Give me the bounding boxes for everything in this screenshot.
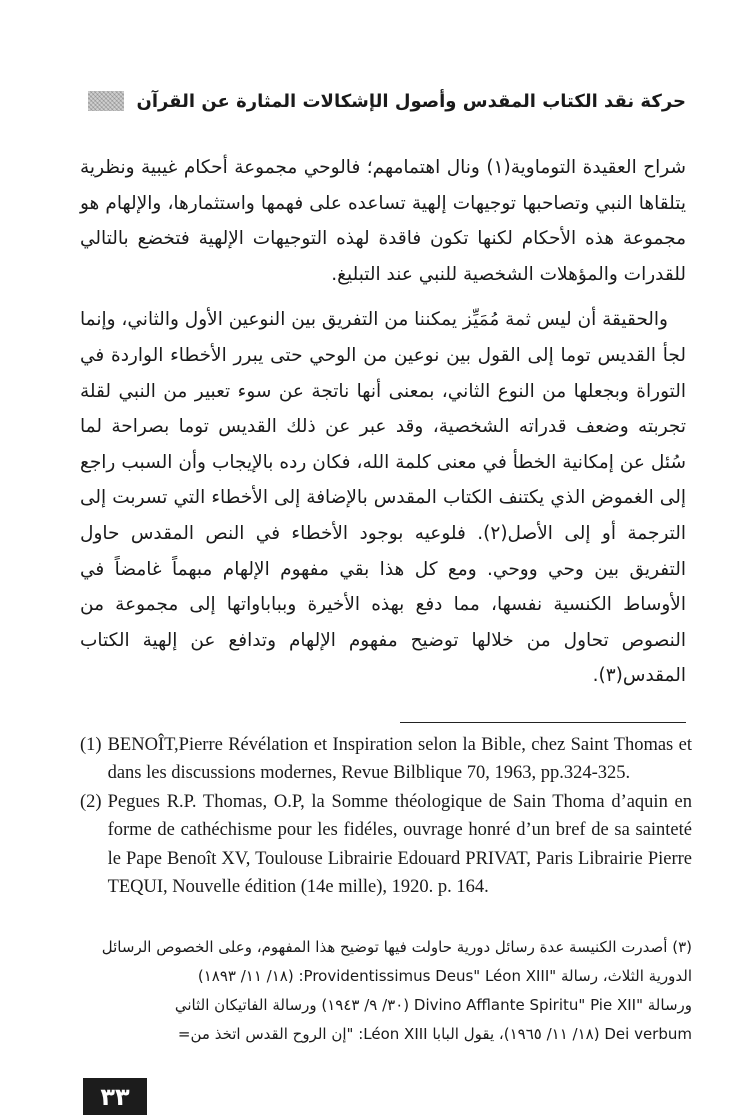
paragraph: والحقيقة أن ليس ثمة مُمَيِّز يمكننا من التفريق بين النوعين الأول والثاني، وإنما لجأ القديس توما إلى القول بين نوعين من الوحي حتى يبرر الأخطاء الواردة في التوراة وبجعلها من النوع الثاني، بمعنى أنها ناتجة عن سوء تعبير من النبي لقلة تجربته وضعف قدراته الشخصية، وقد عبر عن ذلك القديس توما بصراحة لما سُئل عن إمكانية الخطأ في معنى كلمة الله، فكان رده بالإيجاب وأن السبب راجع إلى الغموض الذي يكتنف الكتاب المقدس بالإضافة إلى الأخطاء التي تسربت إلى الترجمة أو إلى الأصل(٢). فلوعيه بوجود الأخطاء في النص المقدس حاول التفريق بين وحي ووحي. ومع كل هذا بقي مفهوم الإلهام مبهماً غامضاً في الأوساط الكنسية نفسها، مما دفع بهذه الأخيرة وبباباواتها إلى مجموعة من النصوص تحاول من خلالها توضيح مفهوم الإلهام وتدافع عن إلهية الكتاب المقدس(٣). bbox=[79, 309, 687, 687]
footnote-text: BENOÎT,Pierre Révélation et Inspiration selon la Bible, chez Saint Thomas et dans les discussions modernes, Revue Bilblique 70, 1963, pp.324-325. bbox=[107, 735, 692, 784]
page-number: ٣٣ bbox=[83, 1078, 147, 1115]
footnote-number: (1) bbox=[80, 735, 102, 755]
running-header bbox=[88, 86, 686, 116]
footnote-line: الدورية الثلاث، رسالة "Providentissimus Deus" Léon XIII: (١٨/ ١١/ ١٨٩٣) bbox=[197, 967, 692, 985]
paragraph: شراح العقيدة التوماوية(١) ونال اهتمامهم؛ فالوحي مجموعة أحكام غيبية ونظرية يتلقاها النبي وتصاحبها توجيهات إلهية تساعده على فهمها واستثمارها، والإلهام هو مجموعة هذه الأحكام لكنها تكون فاقدة لهذه التوجيهات الإلهية فتخضع بالتالي للقدرات والمؤهلات الشخصية للنبي عند التبليغ. bbox=[80, 157, 686, 285]
footnote-divider bbox=[400, 722, 686, 723]
footnotes bbox=[80, 731, 692, 901]
footnote-line: Dei verbum (١٨/ ١١/ ١٩٦٥)، يقول البابا Léon XIII: "إن الروح القدس اتخذ من= bbox=[177, 1025, 692, 1043]
main-text bbox=[80, 150, 686, 694]
footnote-number: (2) bbox=[80, 791, 102, 812]
footnote-text: Pegues R.P. Thomas, O.P, la Somme théologique de Sain Thoma d’aquin en forme de cathéchisme pour les fidéles, ouvrage honré d’un bref de sa sainteté le Pape Benoît XV, Toulouse Librairie Edouard PRIVAT, Paris Librairie Pierre TEQUI, Nouvelle édition (14e mille), 1920. p. 164. bbox=[107, 791, 692, 898]
running-header-title: حركة نقد الكتاب المقدس وأصول الإشكالات المثارة عن القرآن bbox=[136, 90, 686, 112]
footnote-1 bbox=[80, 731, 692, 788]
footnote-line: ورسالة "Divino Afflante Spiritu" Pie XII (٣٠/ ٩/ ١٩٤٣) ورسالة الفاتيكان الثاني bbox=[174, 996, 692, 1014]
footnote-line: (٣) أصدرت الكنيسة عدة رسائل دورية حاولت فيها توضيح هذا المفهوم، وعلى الخصوص الرسائل bbox=[101, 938, 692, 956]
footnote-2 bbox=[80, 788, 692, 902]
header-pattern-bar bbox=[88, 91, 124, 111]
footnote-3 bbox=[80, 933, 692, 1049]
